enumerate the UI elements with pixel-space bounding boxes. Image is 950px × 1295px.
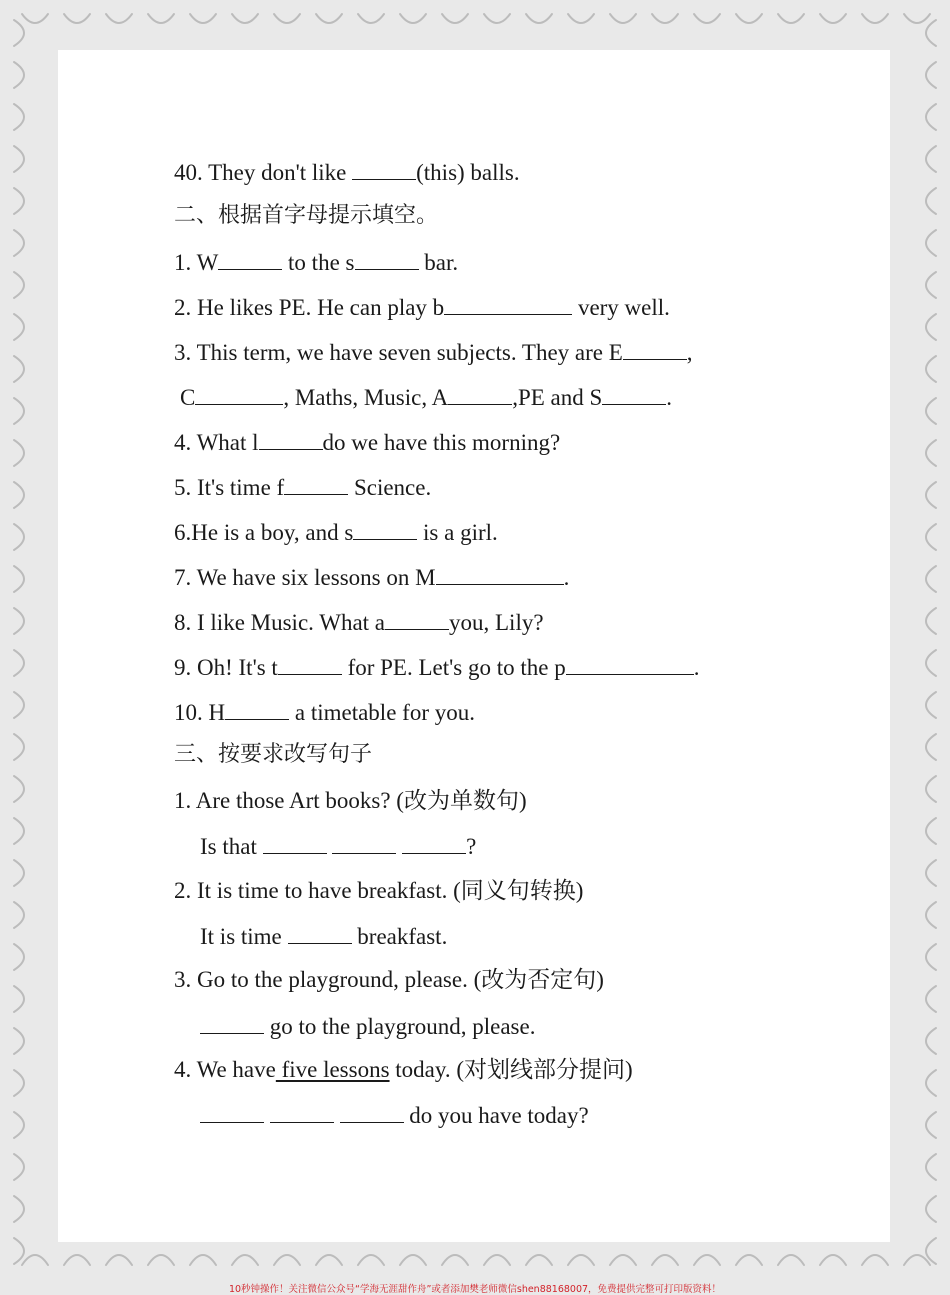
stamp-scallop	[14, 776, 24, 802]
answer-blank	[602, 383, 666, 405]
stamp-scallop	[736, 1255, 762, 1265]
stamp-scallop	[14, 1238, 24, 1264]
fill-item-3-continued: C , Maths, Music, A ,PE and S .	[180, 385, 673, 410]
stamp-scallop	[652, 1255, 678, 1265]
stamp-scallop	[904, 1255, 930, 1265]
stamp-scallop	[148, 1255, 174, 1265]
stamp-scallop	[778, 14, 804, 23]
stamp-scallop	[926, 440, 936, 466]
stamp-scallop	[926, 902, 936, 928]
rewrite-item-1-answer: Is that ?	[200, 834, 477, 859]
stamp-scallop	[926, 146, 936, 172]
answer-blank	[200, 1012, 264, 1034]
stamp-scallop	[926, 566, 936, 592]
answer-blank	[278, 653, 342, 675]
stamp-scallop	[926, 104, 936, 130]
stamp-scallop	[778, 1255, 804, 1265]
stamp-scallop	[274, 1255, 300, 1265]
answer-blank	[566, 653, 694, 675]
stamp-scallop	[14, 692, 24, 718]
stamp-scallop	[926, 1070, 936, 1096]
stamp-scallop	[400, 1255, 426, 1265]
answer-blank	[270, 1101, 334, 1123]
stamp-scallop	[316, 14, 342, 23]
stamp-scallop	[926, 1196, 936, 1222]
stamp-scallop	[14, 1070, 24, 1096]
stamp-scallop	[862, 1255, 888, 1265]
fill-item-10: 10. H a timetable for you.	[174, 700, 475, 725]
fill-item-8: 8. I like Music. What a you, Lily?	[174, 610, 544, 635]
stamp-scallop	[14, 398, 24, 424]
stamp-scallop	[14, 482, 24, 508]
stamp-scallop	[22, 14, 48, 23]
answer-blank	[195, 383, 283, 405]
stamp-scallop	[14, 1028, 24, 1054]
stamp-scallop	[400, 14, 426, 23]
stamp-scallop	[64, 14, 90, 23]
stamp-scallop	[232, 1255, 258, 1265]
answer-blank	[332, 832, 396, 854]
stamp-scallop	[926, 1154, 936, 1180]
stamp-scallop	[14, 104, 24, 130]
stamp-scallop	[14, 734, 24, 760]
stamp-scallop	[106, 14, 132, 23]
answer-blank	[353, 518, 417, 540]
stamp-scallop	[442, 1255, 468, 1265]
stamp-scallop	[694, 14, 720, 23]
stamp-scallop	[926, 482, 936, 508]
stamp-scallop	[358, 14, 384, 23]
answer-blank	[288, 922, 352, 944]
stamp-scallop	[926, 524, 936, 550]
answer-blank	[259, 428, 323, 450]
answer-blank	[225, 698, 289, 720]
stamp-scallop	[484, 1255, 510, 1265]
section-3-heading: 三、按要求改写句子	[174, 742, 373, 767]
answer-blank	[340, 1101, 404, 1123]
answer-blank	[284, 473, 348, 495]
stamp-scallop	[926, 608, 936, 634]
rewrite-item-4: 4. We have five lessons today. (对划线部分提问)	[174, 1057, 633, 1082]
stamp-scallop	[14, 986, 24, 1012]
answer-blank	[385, 608, 449, 630]
stamp-scallop	[14, 1196, 24, 1222]
stamp-scallop	[820, 14, 846, 23]
stamp-scallop	[926, 776, 936, 802]
stamp-scallop	[820, 1255, 846, 1265]
stamp-scallop	[14, 566, 24, 592]
stamp-scallop	[926, 734, 936, 760]
stamp-scallop	[190, 1255, 216, 1265]
answer-blank	[200, 1101, 264, 1123]
stamp-scallop	[926, 398, 936, 424]
stamp-scallop	[926, 188, 936, 214]
stamp-scallop	[14, 62, 24, 88]
stamp-scallop	[316, 1255, 342, 1265]
stamp-scallop	[14, 188, 24, 214]
answer-blank	[263, 832, 327, 854]
fill-item-7: 7. We have six lessons on M .	[174, 565, 570, 590]
stamp-scallop	[736, 14, 762, 23]
rewrite-item-3-answer: go to the playground, please.	[200, 1012, 535, 1041]
stamp-scallop	[358, 1255, 384, 1265]
stamp-scallop	[926, 272, 936, 298]
stamp-scallop	[442, 14, 468, 23]
stamp-scallop	[926, 230, 936, 256]
rewrite-item-2-answer: It is time breakfast.	[200, 924, 448, 949]
rewrite-item-2: 2. It is time to have breakfast. (同义句转换)	[174, 878, 584, 903]
stamp-scallop	[14, 902, 24, 928]
stamp-scallop	[14, 356, 24, 382]
stamp-scallop	[610, 14, 636, 23]
stamp-scallop	[14, 440, 24, 466]
answer-blank	[352, 158, 416, 180]
stamp-scallop	[926, 692, 936, 718]
stamp-scallop	[232, 14, 258, 23]
stamp-scallop	[274, 14, 300, 23]
stamp-scallop	[14, 524, 24, 550]
stamp-scallop	[926, 650, 936, 676]
stamp-scallop	[926, 20, 936, 46]
stamp-scallop	[148, 14, 174, 23]
stamp-scallop	[568, 14, 594, 23]
stamp-scallop	[14, 20, 24, 46]
fill-item-6: 6.He is a boy, and s is a girl.	[174, 520, 498, 545]
stamp-scallop	[610, 1255, 636, 1265]
stamp-scallop	[14, 314, 24, 340]
rewrite-item-4-answer: do you have today?	[200, 1101, 589, 1130]
stamp-scallop	[926, 314, 936, 340]
section-2-heading: 二、根据首字母提示填空。	[174, 203, 439, 228]
footer-notice: 10秒钟操作！关注微信公众号“学海无涯甜作舟”或者添加樊老师微信shen88168007，免费提供完整可打印版资料！	[228, 1284, 722, 1295]
stamp-scallop	[190, 14, 216, 23]
fill-item-2: 2. He likes PE. He can play b very well.	[174, 295, 670, 320]
stamp-scallop	[14, 272, 24, 298]
stamp-scallop	[14, 860, 24, 886]
stamp-scallop	[904, 14, 930, 23]
answer-blank	[448, 383, 512, 405]
stamp-scallop	[862, 14, 888, 23]
stamp-scallop	[14, 146, 24, 172]
stamp-scallop	[694, 1255, 720, 1265]
stamp-scallop	[926, 818, 936, 844]
rewrite-item-1: 1. Are those Art books? (改为单数句)	[174, 788, 527, 813]
rewrite-item-3: 3. Go to the playground, please. (改为否定句)	[174, 967, 604, 992]
stamp-scallop	[926, 1112, 936, 1138]
stamp-scallop	[14, 1112, 24, 1138]
fill-item-4: 4. What l do we have this morning?	[174, 430, 561, 455]
answer-blank	[218, 248, 282, 270]
stamp-scallop	[64, 1255, 90, 1265]
stamp-scallop	[526, 14, 552, 23]
stamp-scallop	[926, 860, 936, 886]
stamp-scallop	[14, 944, 24, 970]
stamp-scallop	[526, 1255, 552, 1265]
stamp-scallop	[484, 14, 510, 23]
stamp-scallop	[652, 14, 678, 23]
answer-blank	[402, 832, 466, 854]
stamp-scallop	[926, 986, 936, 1012]
answer-blank	[355, 248, 419, 270]
stamp-scallop	[926, 62, 936, 88]
stamp-scallop	[14, 650, 24, 676]
stamp-scallop	[22, 1255, 48, 1265]
underlined-phrase: five lessons	[275, 1057, 390, 1082]
answer-blank	[436, 563, 564, 585]
stamp-scallop	[14, 818, 24, 844]
stamp-scallop	[926, 356, 936, 382]
stamp-scallop	[106, 1255, 132, 1265]
stamp-scallop	[14, 230, 24, 256]
stamp-scallop	[568, 1255, 594, 1265]
question-40: 40. They don't like (this) balls.	[174, 160, 520, 185]
stamp-scallop	[14, 608, 24, 634]
stamp-scallop	[926, 1028, 936, 1054]
fill-item-9: 9. Oh! It's t for PE. Let's go to the p .	[174, 655, 700, 680]
stamp-scallop	[14, 1154, 24, 1180]
fill-item-5: 5. It's time f Science.	[174, 475, 432, 500]
stamp-scallop	[926, 944, 936, 970]
fill-item-3: 3. This term, we have seven subjects. They are E ,	[174, 340, 693, 365]
fill-item-1: 1. W to the s bar.	[174, 250, 459, 275]
answer-blank	[444, 293, 572, 315]
answer-blank	[623, 338, 687, 360]
